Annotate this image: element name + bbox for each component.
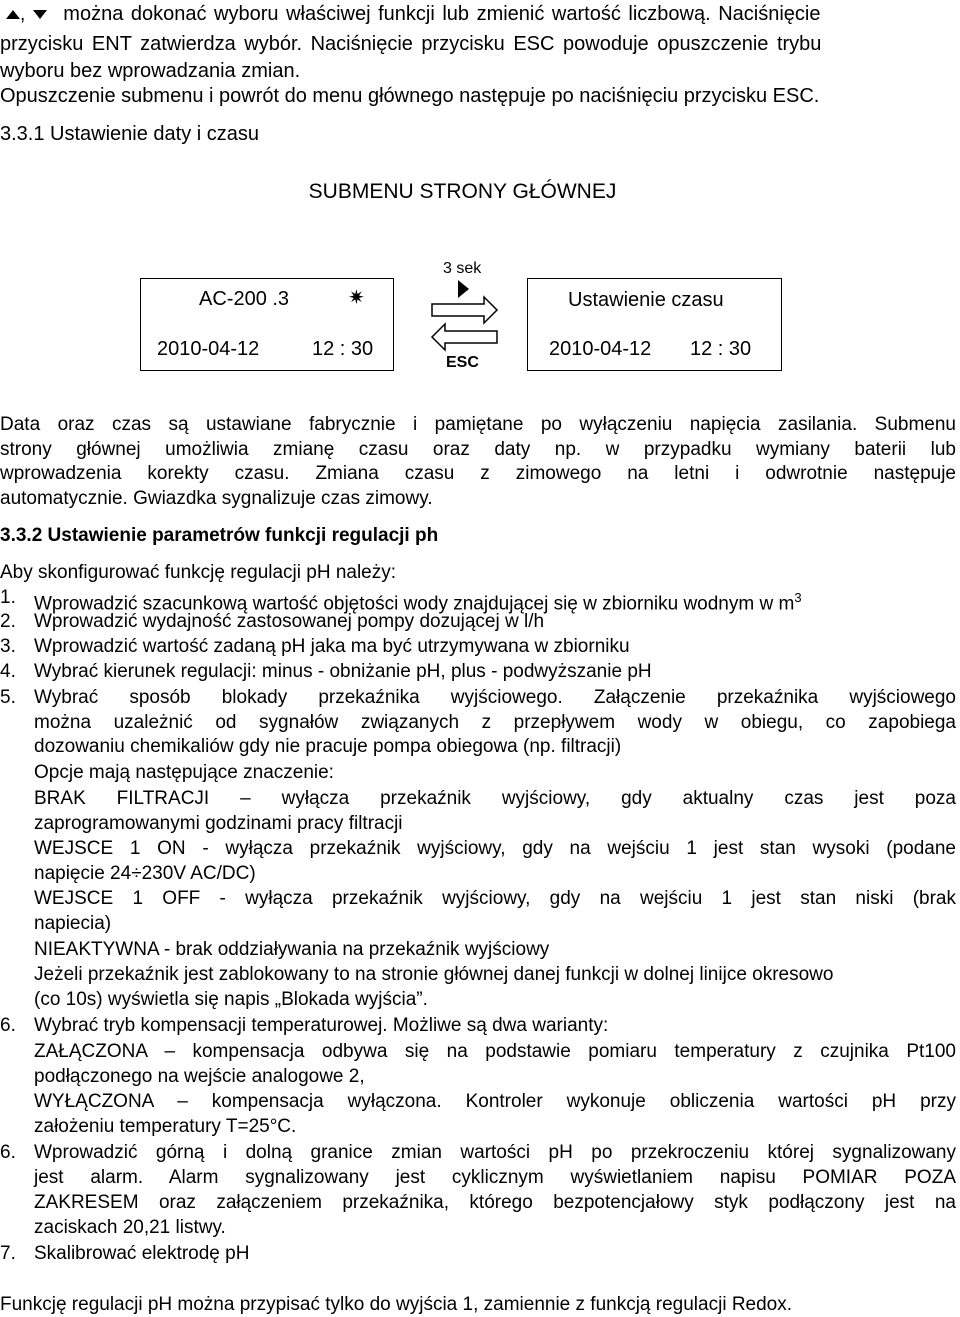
item-5-line-c: dozowaniu chemikaliów gdy nie pracuje pompa obiegowa (np. filtracji) [34, 736, 622, 757]
item-3-number: 3. [0, 636, 16, 657]
comma: , [20, 4, 26, 25]
item-4-number: 4. [0, 661, 16, 682]
item-1-body: Wprowadzić szacunkową wartość objętości wody znajdującej się w zbiorniku wodnym w m [34, 593, 795, 615]
item-5-line-a: Wybrać sposób blokady przekaźnika wyjściowego. Załączenie przekaźnika wyjściowego [34, 687, 956, 708]
item-5-number: 5. [0, 687, 16, 708]
main-time: 12 : 30 [312, 338, 374, 360]
section-332-heading: 3.3.2 Ustawienie parametrów funkcji regulacji ph [0, 525, 439, 546]
diagram-title: SUBMENU STRONY GŁÓWNEJ [308, 180, 617, 203]
footer-note: Funkcję regulacji pH można przypisać tylko do wyjścia 1, zamiennie z funkcją regulacji Redox. [0, 1294, 793, 1315]
para1-line-2 [0, 438, 956, 462]
arrow-top-label: 3 sek [443, 260, 482, 277]
main-date: 2010-04-12 [157, 338, 260, 360]
esc-label: ESC [446, 354, 479, 371]
para1-line-3 [0, 462, 956, 486]
item-5-line-h: napięcie 24÷230V AC/DC) [34, 863, 256, 884]
item-5-line-m: (co 10s) wyświetla się napis „Blokada wyjścia”. [34, 989, 428, 1010]
sun-snowflake-icon: ✷ [348, 287, 365, 309]
item-2-number: 2. [0, 611, 16, 632]
item-1-superscript: 3 [794, 590, 802, 605]
item-1-number: 1. [0, 587, 16, 608]
item-7-text: Skalibrować elektrodę pH [34, 1243, 250, 1264]
item-6b-line-b: jest alarm. Alarm sygnalizowany jest cyklicznym wyświetlaniem napisu POMIAR POZA [34, 1167, 956, 1188]
para1-text-2: strony głównej umożliwia zmianę czasu oraz daty np. w przypadku wymiany baterii lub [0, 439, 956, 460]
item-6b-line-a: Wprowadzić górną i dolną granice zmian wartości pH po przekroczeniu której sygnalizowany [34, 1142, 956, 1163]
intro-line-3: wyboru bez wprowadzania zmian. [0, 60, 301, 82]
section-331-heading: 3.3.1 Ustawienie daty i czasu [0, 123, 260, 145]
item-6a-number: 6. [0, 1015, 16, 1036]
item-5-line-g: WEJSCE 1 ON - wyłącza przekaźnik wyjściowy, gdy na wejściu 1 jest stan wysoki (podane [34, 838, 956, 859]
item-5-line-l: Jeżeli przekaźnik jest zablokowany to na stronie głównej danej funkcji w dolnej linijce okresowo [34, 964, 834, 985]
settings-date: 2010-04-12 [549, 338, 652, 360]
model-label: AC-200 .3 [199, 288, 290, 310]
section-332-intro: Aby skonfigurować funkcję regulacji pH należy: [0, 562, 397, 583]
display-time-settings [527, 278, 782, 371]
item-5-line-i: WEJSCE 1 OFF - wyłącza przekaźnik wyjściowy, gdy na wejściu 1 jest stan niski (brak [34, 888, 956, 909]
settings-time: 12 : 30 [690, 338, 752, 360]
item-2-text: Wprowadzić wydajność zastosowanej pompy dozującej w l/h [34, 611, 545, 632]
intro-line-2: przycisku ENT zatwierdza wybór. Naciśnięcie przycisku ESC powoduje opuszczenie trybu [0, 33, 822, 55]
item-5-line-f: zaprogramowanymi godzinami pracy filtracji [34, 813, 403, 834]
item-6a-line-a: Wybrać tryb kompensacji temperaturowej. Możliwe są dwa warianty: [34, 1015, 609, 1036]
item-6a-line-b: ZAŁĄCZONA – kompensacja odbywa się na podstawie pomiaru temperatury z czujnika Pt100 [34, 1041, 956, 1062]
item-3-text: Wprowadzić wartość zadaną pH jaka ma być utrzymywana w zbiorniku [34, 636, 630, 657]
item-6a-line-e: założeniu temperatury T=25°C. [34, 1116, 297, 1137]
time-settings-title: Ustawienie czasu [568, 289, 724, 311]
item-5-line-d: Opcje mają następujące znaczenie: [34, 762, 334, 783]
para1-line-4: automatycznie. Gwiazdka sygnalizuje czas zimowy. [0, 488, 433, 509]
item-7-number: 7. [0, 1243, 16, 1264]
item-5-line-e: BRAK FILTRACJI – wyłącza przekaźnik wyjściowy, gdy aktualny czas jest poza [34, 788, 956, 809]
item-6a-line-c: podłączonego na wejście analogowe 2, [34, 1066, 365, 1087]
item-5-line-j: napiecia) [34, 913, 112, 934]
item-6a-line-d: WYŁĄCZONA – kompensacja wyłączona. Kontroler wykonuje obliczenia wartości pH przy [34, 1091, 956, 1112]
intro-line-4: Opuszczenie submenu i powrót do menu głównego następuje po naciśnięciu przycisku ESC. [0, 85, 820, 107]
item-4-text: Wybrać kierunek regulacji: minus - obniżanie pH, plus - podwyższanie pH [34, 661, 652, 682]
para1-text-1: Data oraz czas są ustawiane fabrycznie i pamiętane po wyłączeniu napięcia zasilania. Submenu [0, 414, 956, 435]
intro-line-1-text: można dokonać wyboru właściwej funkcji lub zmienić wartość liczbową. Naciśnięcie [63, 3, 821, 25]
item-5-line-k: NIEAKTYWNA - brak oddziaływania na przekaźnik wyjściowy [34, 939, 550, 960]
item-5-line-b: można uzależnić od sygnałów związanych z przepływem wody w obiegu, co zapobiega [34, 712, 956, 733]
item-6b-line-d: zaciskach 20,21 listwy. [34, 1217, 226, 1238]
item-6b-line-c: ZAKRESEM oraz załączeniem przekaźnika, którego bezpotencjałowy styk podłączony jest na [34, 1192, 956, 1213]
para1-text-3: wprowadzenia korekty czasu. Zmiana czasu z zimowego na letni i odwrotnie następuje [0, 463, 956, 484]
para1-line-1 [0, 413, 956, 437]
item-6b-number: 6. [0, 1142, 16, 1163]
